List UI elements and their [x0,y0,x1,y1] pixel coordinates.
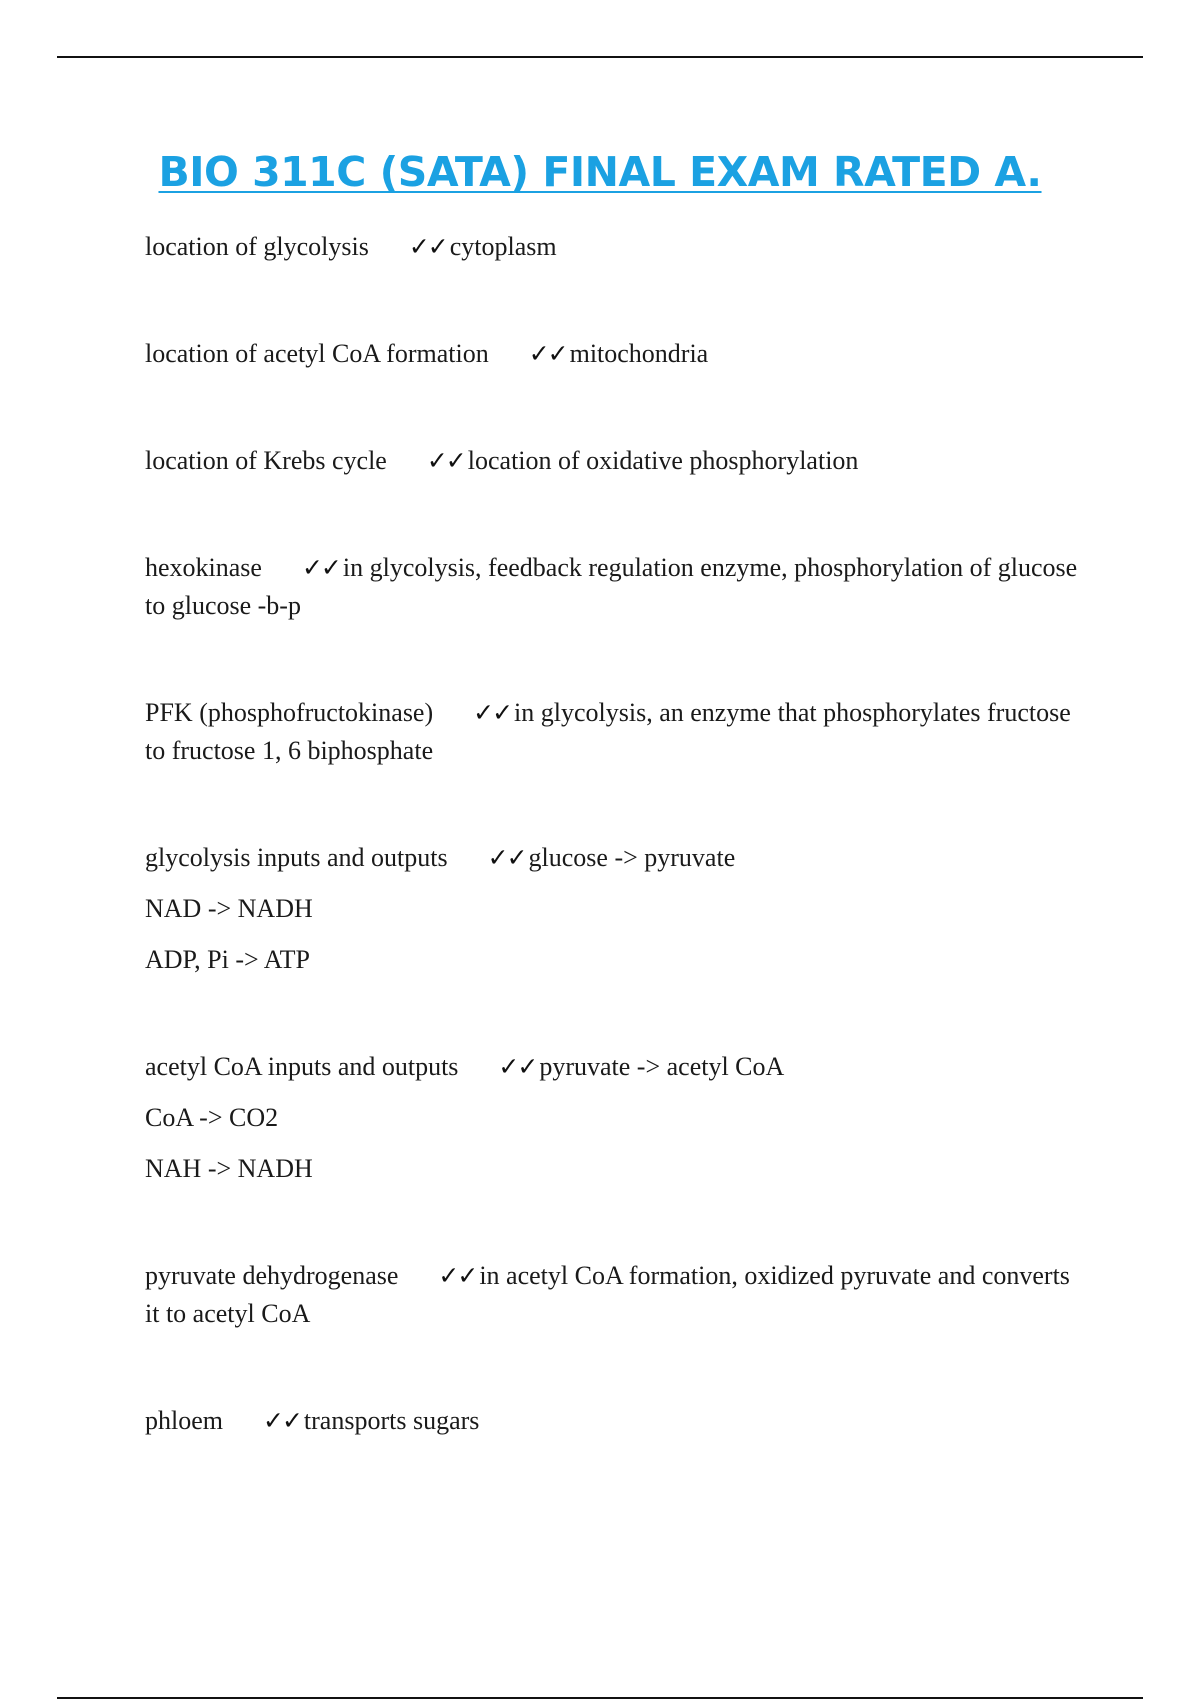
double-check-icon: ✓✓ [301,553,340,582]
definition: pyruvate -> acetyl CoA [539,1052,785,1081]
flashcard-row [145,335,1080,373]
flashcard-row [145,839,1080,877]
definition: in glycolysis, an enzyme that phosphorylates fructose to fructose 1, 6 biphosphate [145,698,1071,765]
term: pyruvate dehydrogenase [145,1261,399,1290]
double-check-icon: ✓✓ [426,446,465,475]
definition: transports sugars [303,1406,480,1435]
flashcard-row [145,549,1080,625]
term: location of Krebs cycle [145,446,387,475]
definition-line: CoA -> CO2 [145,1103,279,1132]
document-title [0,148,1200,196]
top-rule [57,56,1143,58]
double-check-icon: ✓✓ [498,1052,537,1081]
flashcard [145,839,1080,979]
term: PFK (phosphofructokinase) [145,698,434,727]
double-check-icon: ✓✓ [263,1406,301,1435]
double-check-icon: ✓✓ [528,339,567,368]
definition: in acetyl CoA formation, oxidized pyruvate and converts it to acetyl CoA [145,1261,1070,1328]
flashcard [145,1048,1080,1188]
document-title-text: BIO 311C (SATA) FINAL EXAM RATED A. [158,148,1042,196]
flashcard-row [145,1257,1080,1333]
flashcard [145,1402,1080,1440]
bottom-rule [57,1697,1143,1699]
definition: in glycolysis, feedback regulation enzyme, phosphorylation of glucose to glucose -b-p [145,553,1078,620]
definition-line: NAH -> NADH [145,1154,313,1183]
flashcard-row [145,694,1080,770]
definition: cytoplasm [449,232,557,261]
flashcard [145,1257,1080,1333]
flashcard [145,228,1080,266]
flashcard-list [145,228,1080,1509]
flashcard [145,335,1080,373]
flashcard-row [145,228,1080,266]
definition-line: NAD -> NADH [145,894,313,923]
term: glycolysis inputs and outputs [145,843,448,872]
term: location of glycolysis [145,232,369,261]
term: location of acetyl CoA formation [145,339,489,368]
double-check-icon: ✓✓ [473,698,512,727]
flashcard-row [145,442,1080,480]
definition: location of oxidative phosphorylation [467,446,859,475]
flashcard [145,442,1080,480]
term: acetyl CoA inputs and outputs [145,1052,459,1081]
flashcard-row [145,1402,1080,1440]
definition: glucose -> pyruvate [528,843,736,872]
definition-line: ADP, Pi -> ATP [145,945,310,974]
double-check-icon: ✓✓ [408,232,447,261]
double-check-icon: ✓✓ [487,843,526,872]
term: hexokinase [145,553,262,582]
flashcard [145,549,1080,625]
flashcard [145,694,1080,770]
term: phloem [145,1406,223,1435]
definition: mitochondria [569,339,709,368]
double-check-icon: ✓✓ [438,1261,477,1290]
flashcard-row [145,1048,1080,1086]
